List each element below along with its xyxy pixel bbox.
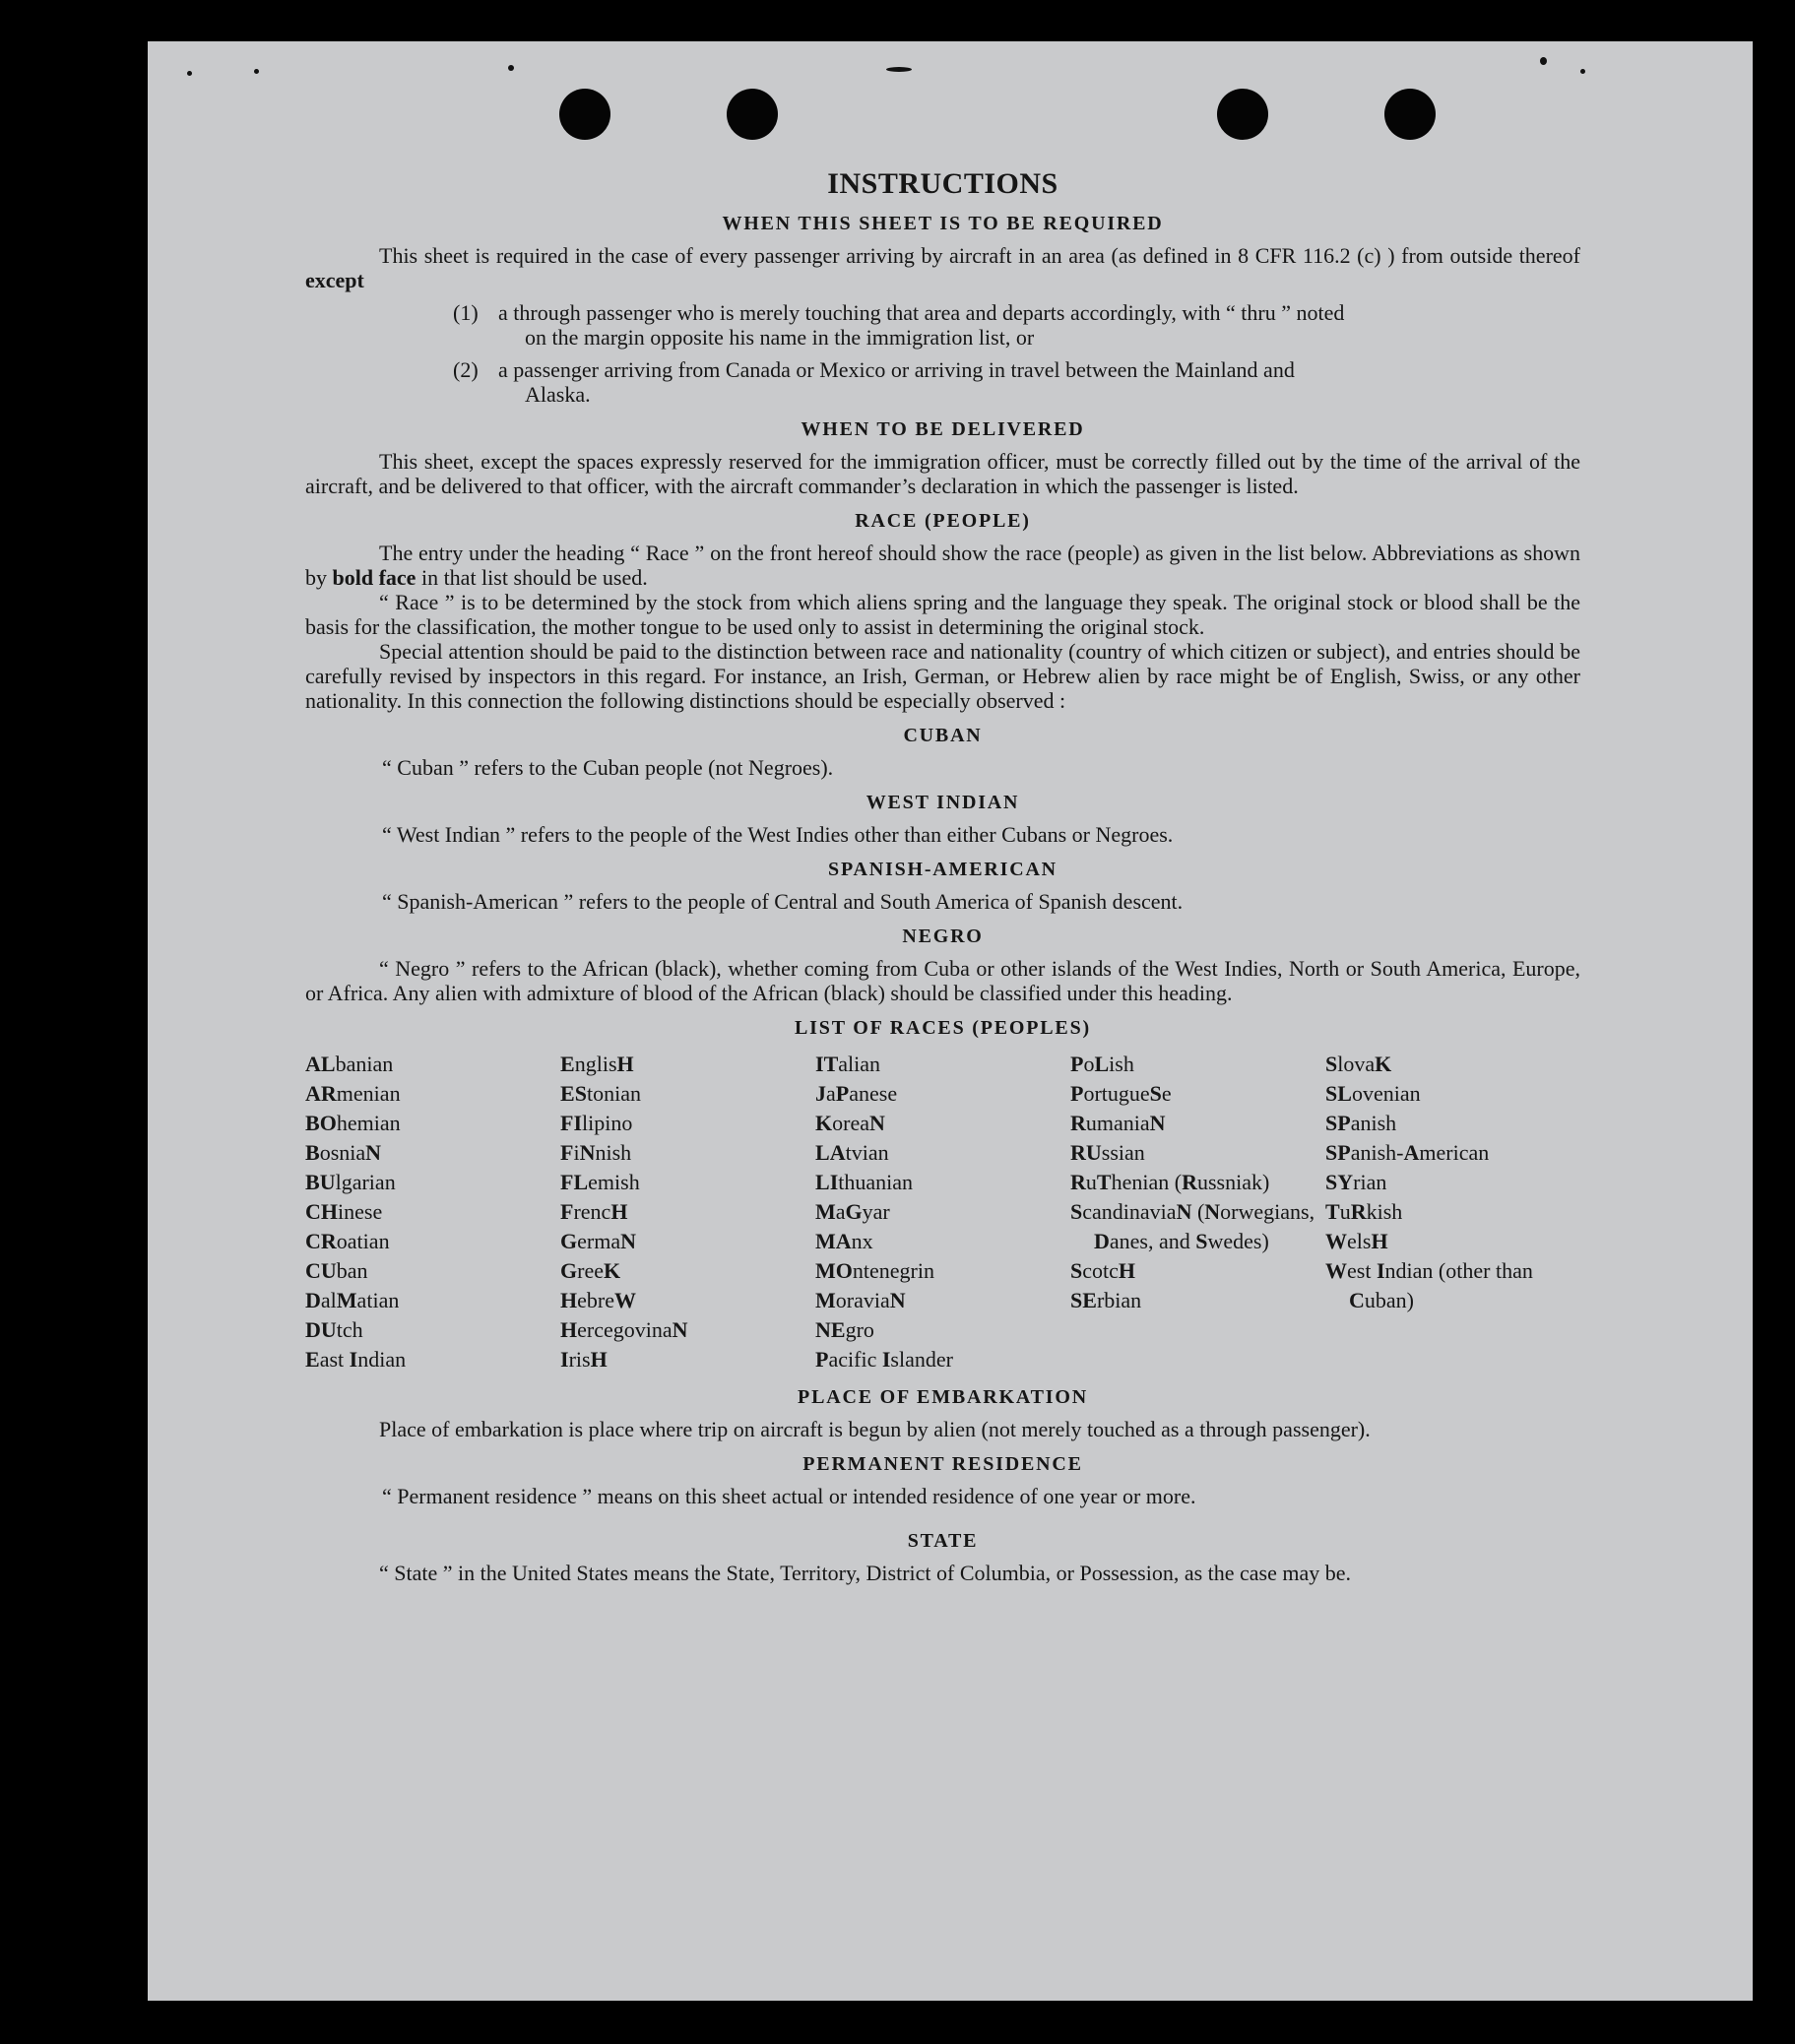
punch-hole [1217,89,1268,140]
race-p1-bold: bold face [332,565,417,590]
race-item: ScotcH [1070,1258,1136,1283]
race-item: East Indian [305,1347,407,1372]
race-item: CHinese [305,1199,383,1224]
race-column [1070,1050,1325,1374]
negro-text: “ Negro ” refers to the African (black), whether coming from Cuba or other islands of the West Indies, North or South America, Europe, or Africa. Any alien with admixture of blood of the African (black) should be classified under this heading. [305,956,1580,1005]
race-item: HebreW [560,1288,636,1312]
race-item: PortugueSe [1070,1081,1172,1106]
race-item: JaPanese [815,1081,898,1106]
race-item: WelsH [1325,1229,1388,1253]
heading-race: RACE (PEOPLE) [855,510,1031,532]
race-item: MoraviaN [815,1288,906,1312]
required-intro [305,243,1580,292]
race-column [305,1050,560,1374]
race-item: LIthuanian [815,1170,914,1194]
west-indian-text: “ West Indian ” refers to the people of the West Indies other than either Cubans or Negroes. [382,822,1174,847]
delivered-text: This sheet, except the spaces expressly reserved for the immigration officer, must be correctly filled out by the time of the arrival of the aircraft, and be delivered to that officer, with the aircraft commander’s declaration in which the passenger is listed. [305,449,1580,498]
required-intro-emphasis: except [305,268,364,292]
race-item: EStonian [560,1081,641,1106]
heading-when-delivered: WHEN TO BE DELIVERED [801,418,1085,440]
race-item: LAtvian [815,1140,889,1165]
race-item: RumaniaN [1070,1111,1166,1135]
page-title: INSTRUCTIONS [827,167,1058,200]
race-item: SYrian [1325,1170,1387,1194]
race-item: FrencH [560,1199,628,1224]
speck [1580,69,1585,74]
exception-item [453,357,1580,407]
race-item: TuRkish [1325,1199,1403,1224]
heading-negro: NEGRO [902,926,984,947]
embarkation-text: Place of embarkation is place where trip on aircraft is begun by alien (not merely touched as a through passenger). [379,1417,1371,1441]
race-item: HercegovinaN [560,1317,688,1342]
race-item: PoLish [1070,1052,1134,1076]
race-item: GreeK [560,1258,621,1283]
heading-spanish-american: SPANISH-AMERICAN [828,859,1058,880]
race-item: RuThenian (Russniak) [1070,1170,1270,1194]
race-item: SLovenian [1325,1081,1421,1106]
race-item: ITalian [815,1052,881,1076]
exception-text: a passenger arriving from Canada or Mexico or arriving in travel between the Mainland and [498,357,1295,382]
heading-place-of-embarkation: PLACE OF EMBARKATION [798,1386,1088,1408]
race-item: IrisH [560,1347,608,1372]
race-item: FiNnish [560,1140,632,1165]
race-item: ARmenian [305,1081,401,1106]
race-paragraph-1 [305,541,1580,590]
heading-cuban: CUBAN [903,725,983,746]
race-item: Pacific Islander [815,1347,953,1372]
exception-item [453,300,1580,350]
heading-when-required: WHEN THIS SHEET IS TO BE REQUIRED [722,213,1164,234]
race-item: West Indian (other than Cuban) [1325,1258,1533,1312]
race-item: ALbanian [305,1052,394,1076]
speck [254,69,259,74]
race-column [560,1050,815,1374]
required-intro-text: This sheet is required in the case of every passenger arriving by aircraft in an area (as defined in 8 CFR 116.2 (c) ) from outside thereof [379,243,1580,268]
race-item: CRoatian [305,1229,390,1253]
race-column [1325,1050,1580,1374]
race-item: GermaN [560,1229,636,1253]
race-item: DUtch [305,1317,363,1342]
spanish-american-text: “ Spanish-American ” refers to the people of Central and South America of Spanish descent. [382,889,1184,914]
race-paragraph-2: “ Race ” is to be determined by the stock from which aliens spring and the language they speak. The original stock or blood shall be the basis for the classification, the mother tongue to be used only to assist in determining the original stock. [305,590,1580,639]
race-item: MaGyar [815,1199,890,1224]
race-item: SPanish-American [1325,1140,1490,1165]
speck [187,71,192,76]
race-item: MAnx [815,1229,873,1253]
race-item: DalMatian [305,1288,400,1312]
heading-permanent-residence: PERMANENT RESIDENCE [802,1453,1083,1475]
race-item: SlovaK [1325,1052,1392,1076]
heading-west-indian: WEST INDIAN [865,792,1020,813]
speck [508,65,514,71]
exception-number: (1) [453,300,479,325]
race-item: BosniaN [305,1140,382,1165]
cuban-text: “ Cuban ” refers to the Cuban people (not Negroes). [382,755,834,780]
exception-number: (2) [453,357,479,382]
punch-hole [559,89,610,140]
races-list [305,1050,1580,1374]
race-item: CUban [305,1258,368,1283]
race-item: ScandinaviaN (Norwegians, Danes, and Swedes) [1070,1199,1315,1253]
speck [886,67,912,72]
speck [1540,57,1547,65]
exception-text: a through passenger who is merely touching that area and departs accordingly, with “ thru ” noted [498,300,1345,325]
race-item: NEgro [815,1317,874,1342]
race-item: FLemish [560,1170,640,1194]
race-item: FIlipino [560,1111,633,1135]
race-paragraph-3: Special attention should be paid to the distinction between race and nationality (country of which citizen or subject), and entries should be carefully revised by inspectors in this regard. For instance, an Irish, German, or Hebrew alien by race might be of English, Swiss, or any other nationality. In this connection the following distinctions should be especially observed : [305,639,1580,713]
race-item: EnglisH [560,1052,634,1076]
punch-hole [727,89,778,140]
document-page [148,41,1753,2001]
race-column [815,1050,1070,1374]
race-item: BOhemian [305,1111,401,1135]
race-item: SErbian [1070,1288,1142,1312]
race-p1-after: in that list should be used. [420,565,648,590]
state-text: “ State ” in the United States means the State, Territory, District of Columbia, or Possession, as the case may be. [379,1561,1352,1585]
heading-state: STATE [907,1530,979,1552]
race-item: RUssian [1070,1140,1145,1165]
instructions-content [305,167,1580,1585]
race-item: BUlgarian [305,1170,396,1194]
exception-text-continued: Alaska. [525,382,591,407]
race-p1-before: The entry under the heading “ Race ” on the front hereof should show the race (people) as given in the list below. Abbreviations as shown by [305,541,1580,590]
race-item: KoreaN [815,1111,885,1135]
heading-list-of-races: LIST OF RACES (PEOPLES) [795,1017,1091,1039]
race-item: SPanish [1325,1111,1397,1135]
exception-text-continued: on the margin opposite his name in the immigration list, or [525,325,1035,350]
punch-hole [1384,89,1436,140]
residence-text: “ Permanent residence ” means on this sheet actual or intended residence of one year or more. [382,1484,1196,1508]
race-item: MOntenegrin [815,1258,934,1283]
